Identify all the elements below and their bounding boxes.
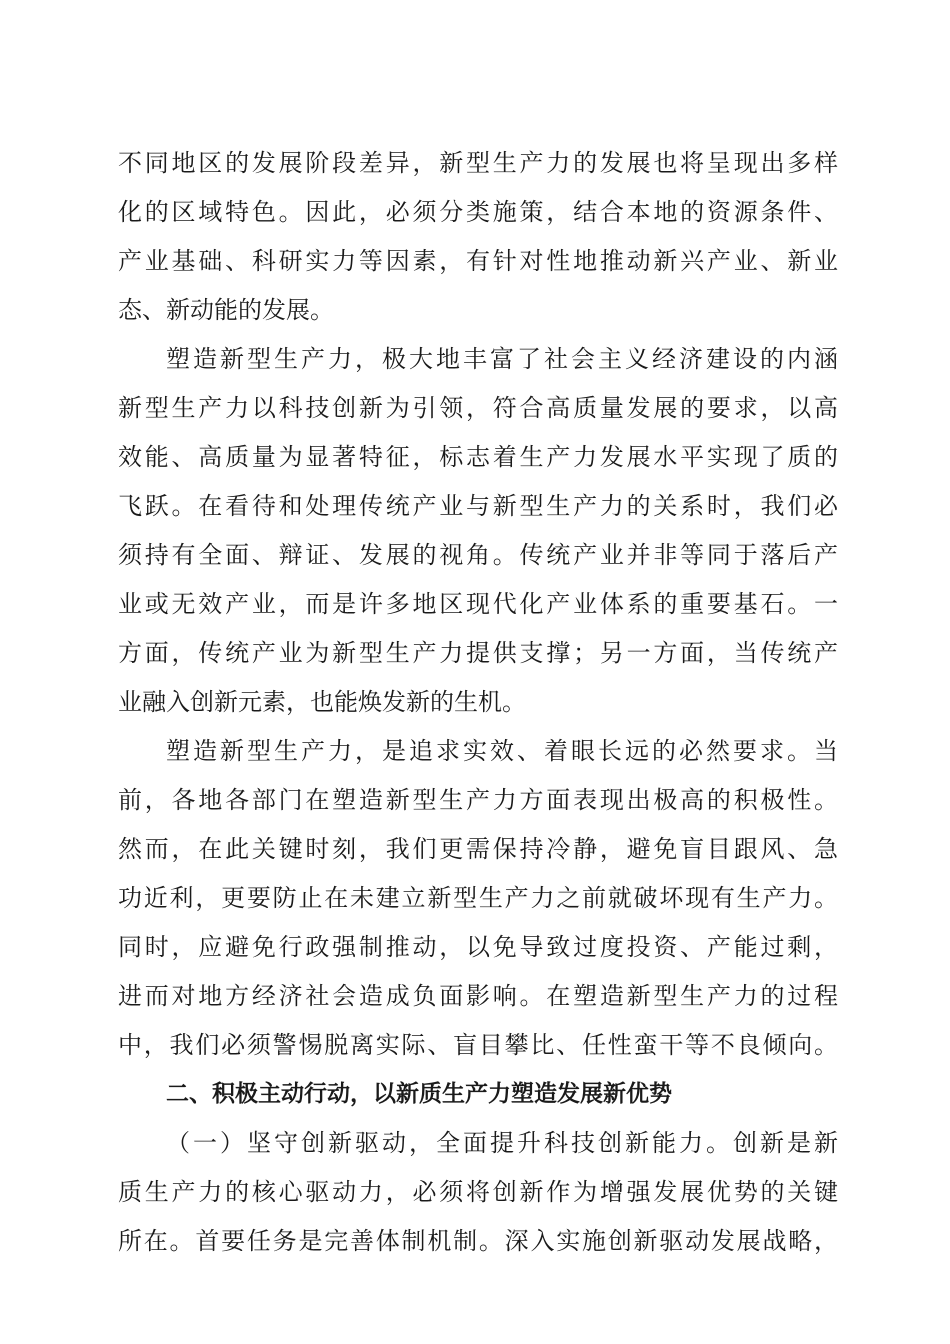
text-line: 功近利，更要防止在未建立新型生产力之前就破坏现有生产力。 [118, 884, 838, 912]
text-line: 中，我们必须警惕脱离实际、盲目攀比、任性蛮干等不良倾向。 [118, 1031, 838, 1059]
text-line: 不同地区的发展阶段差异，新型生产力的发展也将呈现出多样 [118, 149, 838, 177]
text-line: 化的区域特色。因此，必须分类施策，结合本地的资源条件、 [118, 198, 838, 226]
text-line: 进而对地方经济社会造成负面影响。在塑造新型生产力的过程 [118, 982, 838, 1010]
text-line: 新型生产力以科技创新为引领，符合高质量发展的要求，以高 [118, 394, 838, 422]
text-line: 业或无效产业，而是许多地区现代化产业体系的重要基石。一 [118, 590, 838, 618]
text-line: 态、新动能的发展。 [118, 296, 334, 324]
text-line: 效能、高质量为显著特征，标志着生产力发展水平实现了质的 [118, 443, 838, 471]
text-line: 前，各地各部门在塑造新型生产力方面表现出极高的积极性。 [118, 786, 838, 814]
paragraph-first-line: 塑造新型生产力，极大地丰富了社会主义经济建设的内涵 [166, 345, 838, 373]
text-line: 然而，在此关键时刻，我们更需保持冷静，避免盲目跟风、急 [118, 835, 838, 863]
text-line: 飞跃。在看待和处理传统产业与新型生产力的关系时，我们必 [118, 492, 838, 520]
text-line: 产业基础、科研实力等因素，有针对性地推动新兴产业、新业 [118, 247, 838, 275]
paragraph-first-line: （一）坚守创新驱动，全面提升科技创新能力。创新是新 [166, 1129, 838, 1157]
section-heading: 二、积极主动行动，以新质生产力塑造发展新优势 [166, 1081, 672, 1107]
document-body [118, 139, 838, 1266]
text-line: 业融入创新元素，也能焕发新的生机。 [118, 688, 526, 716]
text-line: 须持有全面、辩证、发展的视角。传统产业并非等同于落后产 [118, 541, 838, 569]
text-line: 同时，应避免行政强制推动，以免导致过度投资、产能过剩， [118, 933, 838, 961]
text-line: 质生产力的核心驱动力，必须将创新作为增强发展优势的关键 [118, 1178, 838, 1206]
text-line: 所在。首要任务是完善体制机制。深入实施创新驱动发展战略， [118, 1227, 838, 1255]
text-line: 方面，传统产业为新型生产力提供支撑；另一方面，当传统产 [118, 639, 838, 667]
paragraph-first-line: 塑造新型生产力，是追求实效、着眼长远的必然要求。当 [166, 737, 838, 765]
